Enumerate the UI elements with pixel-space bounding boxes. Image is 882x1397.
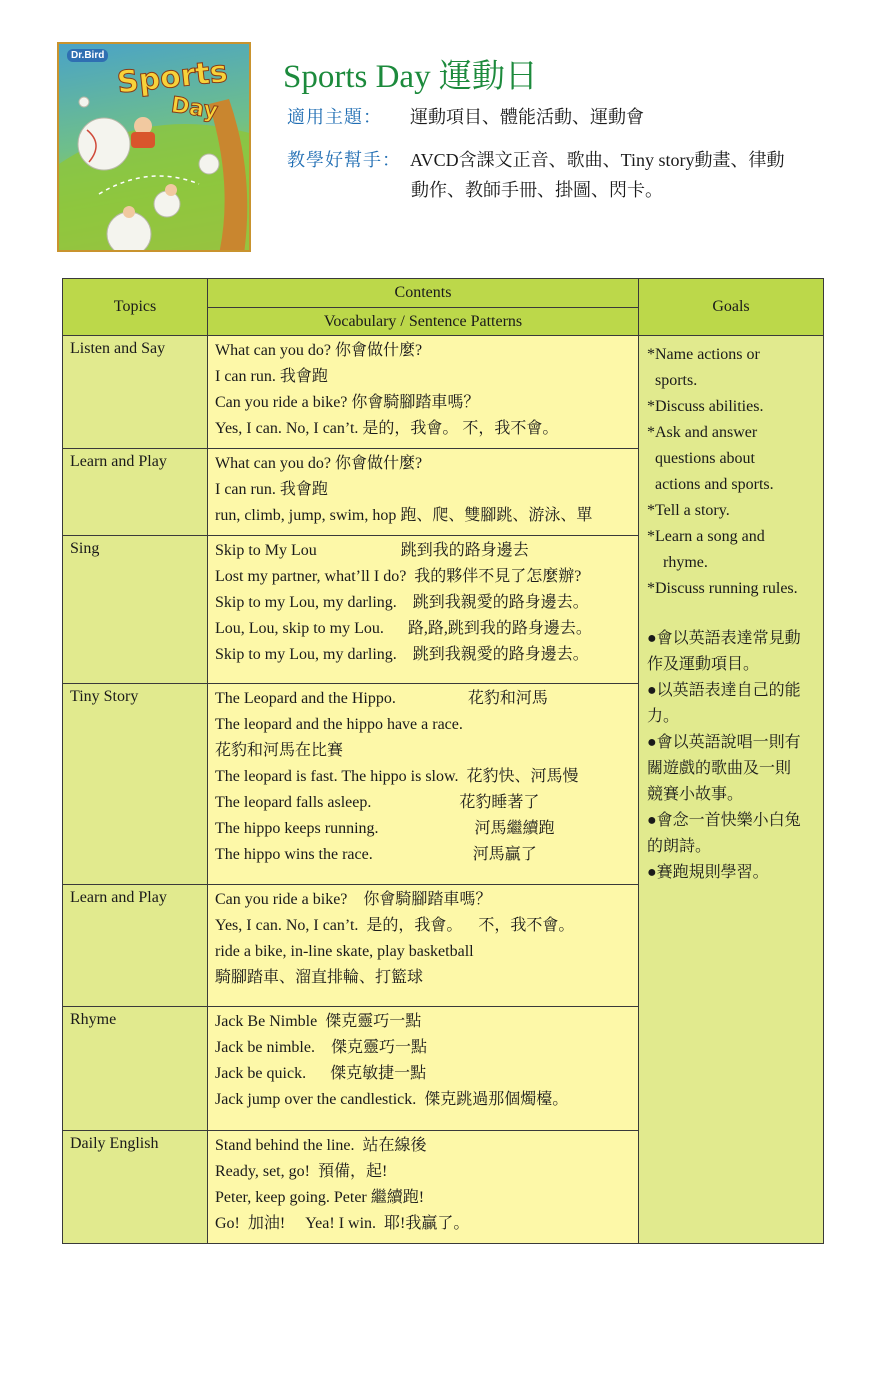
goal-line: 競賽小故事。 bbox=[647, 786, 744, 803]
goal-line: ●以英語表達自己的能 bbox=[647, 682, 801, 699]
content-line: Lost my partner, what’ll I do? 我的夥伴不見了怎麼辦? bbox=[215, 568, 582, 585]
content-cell bbox=[208, 449, 639, 536]
topic-cell: Listen and Say bbox=[63, 336, 208, 449]
topic-cell: Learn and Play bbox=[63, 885, 208, 1007]
goal-line: ●賽跑規則學習。 bbox=[647, 864, 769, 881]
content-line: Stand behind the line. 站在線後 bbox=[215, 1137, 427, 1154]
content-cell bbox=[208, 536, 639, 684]
content-line: The leopard falls asleep. 花豹睡著了 bbox=[215, 794, 540, 811]
goal-line bbox=[647, 602, 815, 626]
content-line: Yes, I can. No, I can’t. 是的，我會。 不，我不會。 bbox=[215, 917, 575, 934]
topic-cell: Sing bbox=[63, 536, 208, 684]
content-line: Can you ride a bike? 你會騎腳踏車嗎？ bbox=[215, 394, 480, 411]
helper-value-line1: AVCD含課文正音、歌曲、Tiny story動畫、律動 bbox=[410, 150, 785, 170]
content-line: The hippo wins the race. 河馬贏了 bbox=[215, 846, 537, 863]
content-line: The Leopard and the Hippo. 花豹和河馬 bbox=[215, 690, 548, 707]
content-line: Jack be quick. 傑克敏捷一點 bbox=[215, 1065, 427, 1082]
content-line: The leopard and the hippo have a race. bbox=[215, 716, 463, 733]
content-line: run, climb, jump, swim, hop 跑、爬、雙腳跳、游泳、單 bbox=[215, 507, 593, 524]
goal-line: 的朗詩。 bbox=[647, 838, 712, 855]
content-line: Go! 加油! Yea! I win. 耶!我贏了。 bbox=[215, 1215, 470, 1232]
content-line: The leopard is fast. The hippo is slow. 花豹快、河馬慢 bbox=[215, 768, 579, 785]
helper-row-2 bbox=[411, 176, 663, 202]
table-row bbox=[63, 336, 824, 449]
header-vocab: Vocabulary / Sentence Patterns bbox=[208, 308, 639, 336]
content-line: Yes, I can. No, I can’t. 是的，我會。 不，我不會。 bbox=[215, 420, 559, 437]
cover-title-line1: Sports bbox=[115, 54, 230, 101]
helper-row bbox=[287, 146, 785, 172]
goal-line: ●會以英語表達常見動 bbox=[647, 630, 801, 647]
goal-line: *Ask and answer bbox=[647, 424, 758, 441]
goal-line: 力。 bbox=[647, 708, 680, 725]
content-line: I can run. 我會跑 bbox=[215, 368, 328, 385]
goal-line: *Discuss running rules. bbox=[647, 580, 798, 597]
goal-line: rhyme. bbox=[663, 554, 708, 571]
cover-brand: Dr.Bird bbox=[67, 49, 108, 62]
curriculum-table bbox=[62, 278, 824, 1244]
content-line: What can you do? 你會做什麼? bbox=[215, 455, 423, 472]
content-line: The hippo keeps running. 河馬繼續跑 bbox=[215, 820, 555, 837]
content-line: 花豹和河馬在比賽 bbox=[215, 742, 344, 759]
content-line: Skip to my Lou, my darling. 跳到我親愛的路身邊去。 bbox=[215, 646, 589, 663]
goal-line: actions and sports. bbox=[655, 476, 774, 493]
theme-row bbox=[287, 103, 644, 129]
content-line: Jack be nimble. 傑克靈巧一點 bbox=[215, 1039, 427, 1056]
goals-cell bbox=[639, 336, 824, 1244]
content-cell bbox=[208, 1007, 639, 1131]
content-line: Can you ride a bike? 你會騎腳踏車嗎？ bbox=[215, 891, 492, 908]
content-line: Jack jump over the candlestick. 傑克跳過那個燭檯。 bbox=[215, 1091, 569, 1108]
content-cell bbox=[208, 684, 639, 885]
goal-line: ●會以英語說唱一則有 bbox=[647, 734, 801, 751]
goal-line: 關遊戲的歌曲及一則 bbox=[647, 760, 792, 777]
content-line: I can run. 我會跑 bbox=[215, 481, 328, 498]
theme-value: 運動項目、體能活動、運動會 bbox=[410, 107, 644, 127]
goal-line: *Tell a story. bbox=[647, 502, 730, 519]
content-line: Skip to my Lou, my darling. 跳到我親愛的路身邊去。 bbox=[215, 594, 589, 611]
goal-line: questions about bbox=[655, 450, 755, 467]
content-line: Skip to My Lou 跳到我的路身邊去 bbox=[215, 542, 529, 559]
header-goals: Goals bbox=[639, 279, 824, 336]
helper-value-line2: 動作、教師手冊、掛圖、閃卡。 bbox=[411, 180, 663, 200]
goal-line: ●會念一首快樂小白兔 bbox=[647, 812, 801, 829]
goal-line: *Learn a song and bbox=[647, 528, 765, 545]
page-title: Sports Day 運動日 bbox=[283, 59, 538, 95]
content-cell bbox=[208, 336, 639, 449]
topic-cell: Tiny Story bbox=[63, 684, 208, 885]
theme-label: 適用主題： bbox=[287, 107, 382, 127]
topic-cell: Daily English bbox=[63, 1131, 208, 1244]
goal-line: *Discuss abilities. bbox=[647, 398, 764, 415]
goal-line: sports. bbox=[655, 372, 698, 389]
content-line: Ready, set, go! 預備，起! bbox=[215, 1163, 388, 1180]
content-line: Jack Be Nimble 傑克靈巧一點 bbox=[215, 1013, 422, 1030]
header-contents: Contents bbox=[208, 279, 639, 308]
content-line: Lou, Lou, skip to my Lou. 路,路,跳到我的路身邊去。 bbox=[215, 620, 592, 637]
content-line: What can you do? 你會做什麼? bbox=[215, 342, 423, 359]
header-topics: Topics bbox=[63, 279, 208, 336]
content-line: Peter, keep going. Peter 繼續跑! bbox=[215, 1189, 425, 1206]
content-cell bbox=[208, 885, 639, 1007]
helper-label: 教學好幫手： bbox=[287, 150, 401, 170]
goal-line: *Name actions or bbox=[647, 346, 760, 363]
content-cell bbox=[208, 1131, 639, 1244]
book-cover bbox=[57, 42, 251, 252]
topic-cell: Learn and Play bbox=[63, 449, 208, 536]
content-line: ride a bike, in-line skate, play basketball bbox=[215, 943, 474, 960]
cover-title-line2: Day bbox=[169, 92, 220, 125]
goal-line: 作及運動項目。 bbox=[647, 656, 760, 673]
topic-cell: Rhyme bbox=[63, 1007, 208, 1131]
content-line: 騎腳踏車、溜直排輪、打籃球 bbox=[215, 969, 424, 986]
